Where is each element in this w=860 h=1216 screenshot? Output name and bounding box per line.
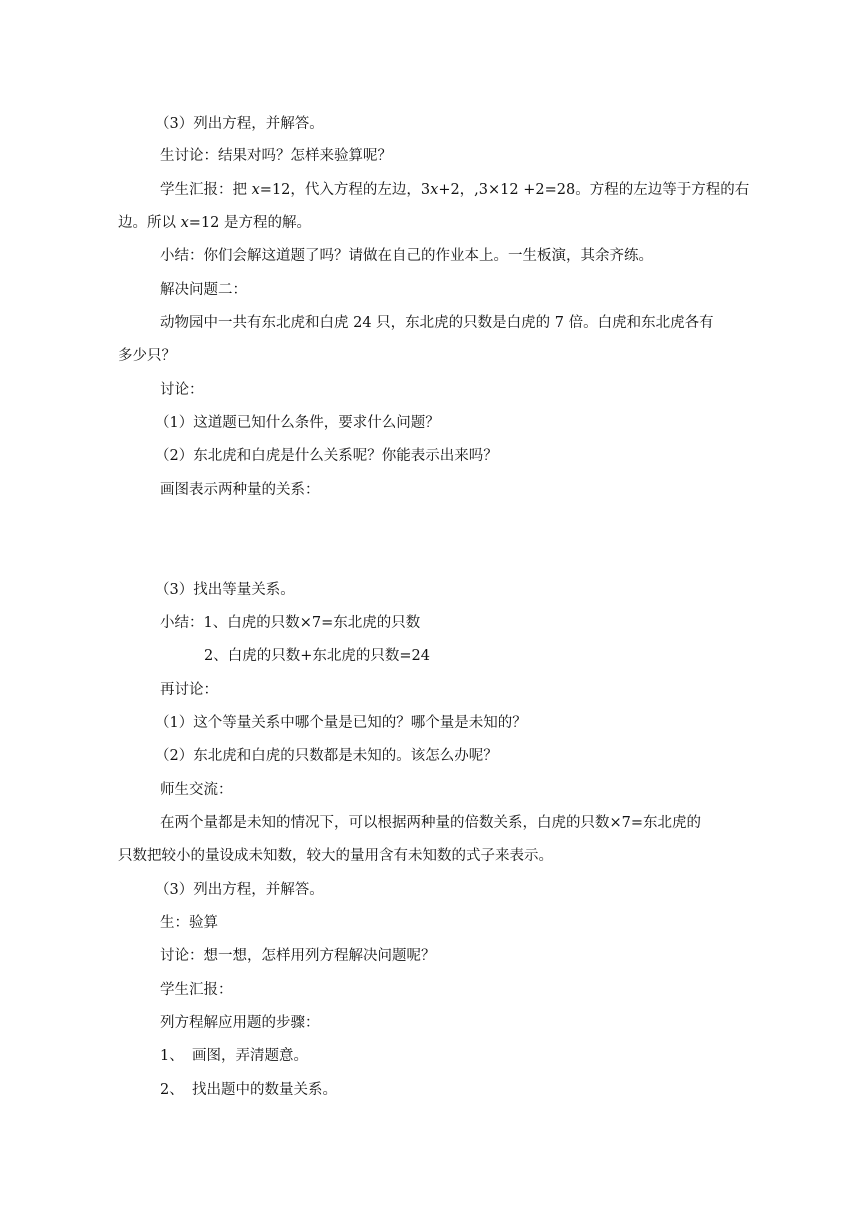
paragraph: 小结：你们会解这道题了吗？请做在自己的作业本上。一生板演，其余齐练。 xyxy=(160,248,653,264)
paragraph: 多少只？ xyxy=(118,348,176,364)
list-number: 2、 xyxy=(160,1082,184,1098)
paragraph: 2、白虎的只数+东北虎的只数=24 xyxy=(204,648,430,664)
paragraph: 只数把较小的量设成未知数，较大的量用含有未知数的式子来表示。 xyxy=(118,848,553,864)
list-text: 找出题中的数量关系。 xyxy=(192,1082,337,1098)
paragraph: 讨论： xyxy=(160,382,204,398)
paragraph: （1）这个等量关系中哪个量是已知的？哪个量是未知的？ xyxy=(155,715,527,731)
paragraph: （2）东北虎和白虎的只数都是未知的。该怎么办呢？ xyxy=(155,748,498,764)
paragraph: 动物园中一共有东北虎和白虎 24 只，东北虎的只数是白虎的 7 倍。白虎和东北虎各有 xyxy=(160,315,714,331)
paragraph: （1）这道题已知什么条件，要求什么问题？ xyxy=(155,415,440,431)
paragraph: 学生汇报： xyxy=(160,982,233,998)
paragraph xyxy=(160,180,749,200)
section-heading: 解决问题二： xyxy=(160,282,247,298)
text-run: 学生汇报：把 xyxy=(160,182,252,198)
list-text: 画图，弄清题意。 xyxy=(192,1048,308,1064)
paragraph: 再讨论： xyxy=(160,682,218,698)
paragraph: 生：验算 xyxy=(160,915,218,931)
paragraph xyxy=(118,213,311,233)
paragraph: 在两个量都是未知的情况下，可以根据两种量的倍数关系，白虎的只数×7=东北虎的 xyxy=(160,815,702,831)
text-run: +2，,3×12 +2=28。方程的左边等于方程的右 xyxy=(438,182,750,198)
text-run: =12，代入方程的左边，3 xyxy=(259,182,431,198)
paragraph: 讨论：想一想，怎样用列方程解决问题呢？ xyxy=(160,948,436,964)
paragraph: 师生交流： xyxy=(160,782,233,798)
variable-x: x xyxy=(430,182,439,198)
text-run: =12 是方程的解。 xyxy=(188,215,312,231)
variable-x: x xyxy=(251,182,260,198)
paragraph: （3）找出等量关系。 xyxy=(155,582,295,598)
paragraph: 小结：1、白虎的只数×7=东北虎的只数 xyxy=(160,615,421,631)
list-number: 1、 xyxy=(160,1048,184,1064)
paragraph: 列方程解应用题的步骤： xyxy=(160,1015,320,1031)
variable-x: x xyxy=(180,215,189,231)
paragraph: （2）东北虎和白虎是什么关系呢？你能表示出来吗？ xyxy=(155,448,498,464)
paragraph: 生讨论：结果对吗？怎样来验算呢？ xyxy=(160,148,392,164)
list-item xyxy=(160,1080,337,1100)
diagram-placeholder xyxy=(160,505,740,575)
paragraph: 画图表示两种量的关系： xyxy=(160,482,320,498)
paragraph: （3）列出方程，并解答。 xyxy=(155,882,324,898)
list-item xyxy=(160,1046,308,1066)
text-run: 边。所以 xyxy=(118,215,181,231)
paragraph: （3）列出方程，并解答。 xyxy=(155,116,324,132)
